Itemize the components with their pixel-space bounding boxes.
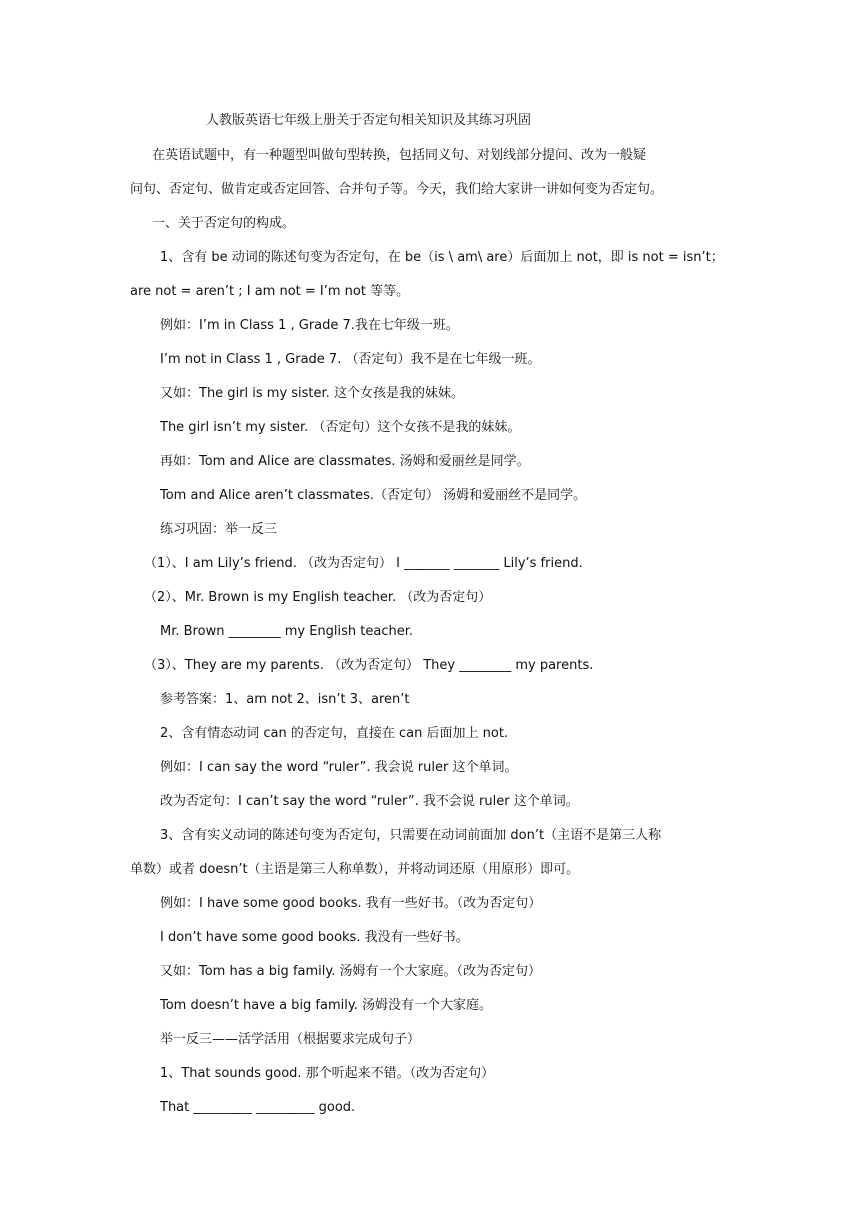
example-line: 又如：Tom has a big family. 汤姆有一个大家庭。（改为否定句） [160,964,541,979]
exercise-line: That _________ _________ good. [160,1100,356,1115]
example-line: 例如：I can say the word “ruler”. 我会说 ruler 这个单词。 [160,760,518,775]
exercise-line: 1、That sounds good. 那个听起来不错。（改为否定句） [160,1066,495,1081]
example-line: Tom and Alice aren’t classmates.（否定句） 汤姆和爱丽丝不是同学。 [160,488,587,503]
paragraph-line: 问句、否定句、做肯定或否定回答、合并句子等。今天，我们给大家讲一讲如何变为否定句。 [130,182,664,197]
exercise-line: Mr. Brown ________ my English teacher. [160,624,413,639]
example-line: The girl isn’t my sister. （否定句）这个女孩不是我的妹妹。 [160,420,521,435]
example-line: 又如：The girl is my sister. 这个女孩是我的妹妹。 [160,386,464,401]
exercise-line: （2）、Mr. Brown is my English teacher. （改为否定句） [144,590,492,605]
paragraph-line: 3、含有实义动词的陈述句变为否定句，只需要在动词前面加 don’t（主语不是第三人称 [160,828,662,843]
exercise-line: （1）、I am Lily’s friend. （改为否定句） I _______ _______ Lily’s friend. [144,556,583,571]
paragraph-line: 单数）或者 doesn’t（主语是第三人称单数），并将动词还原（用原形）即可。 [130,862,580,877]
example-line: 再如：Tom and Alice are classmates. 汤姆和爱丽丝是同学。 [160,454,530,469]
example-line: I’m not in Class 1 , Grade 7. （否定句）我不是在七年级一班。 [160,352,541,367]
practice-heading: 举一反三——活学活用（根据要求完成句子） [160,1032,421,1047]
paragraph-line: 2、含有情态动词 can 的否定句，直接在 can 后面加上 not. [160,726,509,741]
example-line: 例如：I have some good books. 我有一些好书。（改为否定句） [160,896,542,911]
paragraph-line: 1、含有 be 动词的陈述句变为否定句，在 be（is \ am\ are）后面加上 not，即 is not = isn’t； [160,250,724,265]
example-line: 改为否定句：I can’t say the word “ruler”. 我不会说 ruler 这个单词。 [160,794,579,809]
example-line: I don’t have some good books. 我没有一些好书。 [160,930,469,945]
paragraph-line: 在英语试题中，有一种题型叫做句型转换，包括同义句、对划线部分提问、改为一般疑 [152,148,647,163]
exercise-line: （3）、They are my parents. （改为否定句） They ________ my parents. [144,658,594,673]
example-line: Tom doesn’t have a big family. 汤姆没有一个大家庭。 [160,998,492,1013]
practice-heading: 练习巩固：举一反三 [160,522,278,537]
section-heading: 一、关于否定句的构成。 [152,216,296,231]
paragraph-line: are not = aren’t ; I am not = I’m not 等等。 [130,284,410,299]
example-line: 例如：I’m in Class 1 , Grade 7.我在七年级一班。 [160,318,459,333]
document-title: 人教版英语七年级上册关于否定句相关知识及其练习巩固 [206,113,532,128]
answer-key: 参考答案：1、am not 2、isn’t 3、aren’t [160,692,410,707]
